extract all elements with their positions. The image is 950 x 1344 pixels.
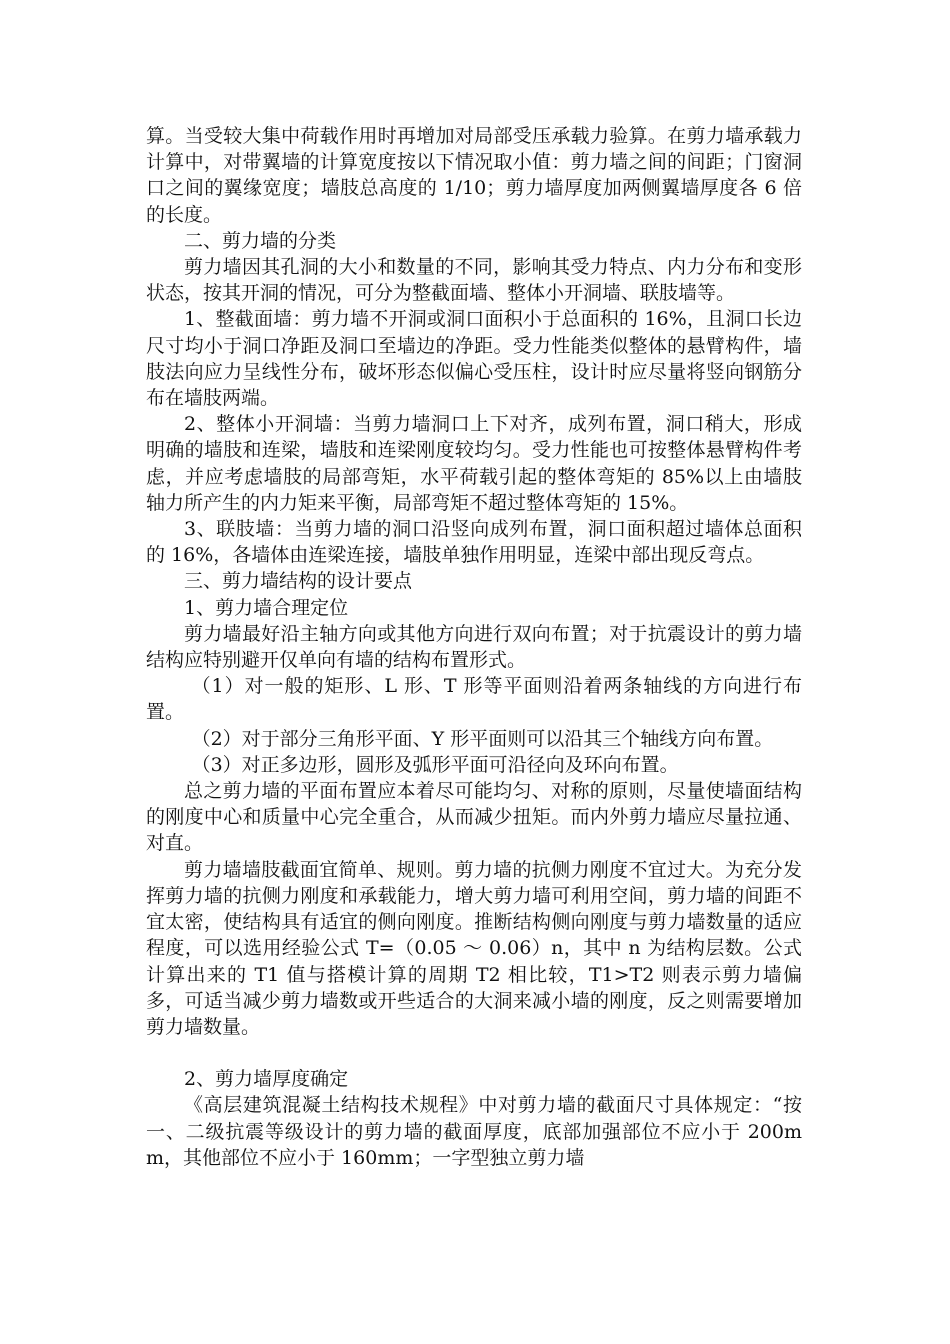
paragraph: 3、联肢墙：当剪力墙的洞口沿竖向成列布置，洞口面积超过墙体总面积的 16%，各墙体由连梁连接，墙肢单独作用明显，连梁中部出现反弯点。 (146, 518, 802, 567)
paragraph-continuation: 算。当受较大集中荷载作用时再增加对局部受压承载力验算。在剪力墙承载力计算中，对带翼墙的计算宽度按以下情况取小值：剪力墙之间的间距；门窗洞口之间的翼缘宽度；墙肢总高度的 1/10；剪力墙厚度加两侧翼墙厚度各 6 倍的长度。 (146, 125, 802, 226)
paragraph: 剪力墙最好沿主轴方向或其他方向进行双向布置；对于抗震设计的剪力墙结构应特别避开仅单向有墙的结构布置形式。 (146, 622, 802, 672)
subsection-heading-positioning: 1、剪力墙合理定位 (184, 596, 349, 619)
paragraph: 总之剪力墙的平面布置应本着尽可能均匀、对称的原则，尽量使墙面结构的刚度中心和质量中心完全重合，从而减少扭矩。而内外剪力墙应尽量拉通、对直。 (146, 780, 802, 855)
list-item: （2）对于部分三角形平面、Y 形平面则可以沿其三个轴线方向布置。 (191, 727, 774, 750)
paragraph: 《高层建筑混凝土结构技术规程》中对剪力墙的截面尺寸具体规定：“按一、二级抗震等级设计的剪力墙的截面厚度，底部加强部位不应小于 200mm，其他部位不应小于 160mm；一字型独立剪力墙 (146, 1094, 802, 1169)
section-heading-classification: 二、剪力墙的分类 (184, 229, 337, 252)
paragraph: 剪力墙墙肢截面宜简单、规则。剪力墙的抗侧力刚度不宜过大。为充分发挥剪力墙的抗侧力刚度和承载能力，增大剪力墙可利用空间，剪力墙的间距不宜太密，使结构具有适宜的侧向刚度。推断结构侧向刚度与剪力墙数量的适应程度，可以选用经验公式 T=（0.05 ～ 0.06）n，其中 n 为结构层数。公式计算出来的 T1 值与搭模计算的周期 T2 相比较，T1>T2 则表示剪力墙偏多，可适当减少剪力墙数或开些适合的大洞来减小墙的刚度，反之则需要增加剪力墙数量。 (146, 858, 802, 1038)
section-heading-design-points: 三、剪力墙结构的设计要点 (184, 570, 413, 593)
paragraph: 2、整体小开洞墙：当剪力墙洞口上下对齐，成列布置，洞口稍大，形成明确的墙肢和连梁，墙肢和连梁刚度较均匀。受力性能也可按整体悬臂构件考虑，并应考虑墙肢的局部弯矩，水平荷载引起的整体弯矩的 85%以上由墙肢轴力所产生的内力矩来平衡，局部弯矩不超过整体弯矩的 15%。 (146, 413, 802, 514)
paragraph: 剪力墙因其孔洞的大小和数量的不同，影响其受力特点、内力分布和变形状态，按其开洞的情况，可分为整截面墙、整体小开洞墙、联肢墙等。 (146, 256, 802, 305)
document-page (146, 123, 802, 1171)
blank-line (146, 1040, 802, 1066)
list-item: （1）对一般的矩形、L 形、T 形等平面则沿着两条轴线的方向进行布置。 (146, 675, 802, 724)
list-item: （3）对正多边形，圆形及弧形平面可沿径向及环向布置。 (191, 753, 679, 776)
paragraph: 1、整截面墙：剪力墙不开洞或洞口面积小于总面积的 16%，且洞口长边尺寸均小于洞口净距及洞口至墙边的净距。受力性能类似整体的悬臂构件，墙肢法向应力呈线性分布，破坏形态似偏心受压柱，设计时应尽量将竖向钢筋分布在墙肢两端。 (146, 308, 802, 410)
subsection-heading-thickness: 2、剪力墙厚度确定 (184, 1068, 349, 1091)
